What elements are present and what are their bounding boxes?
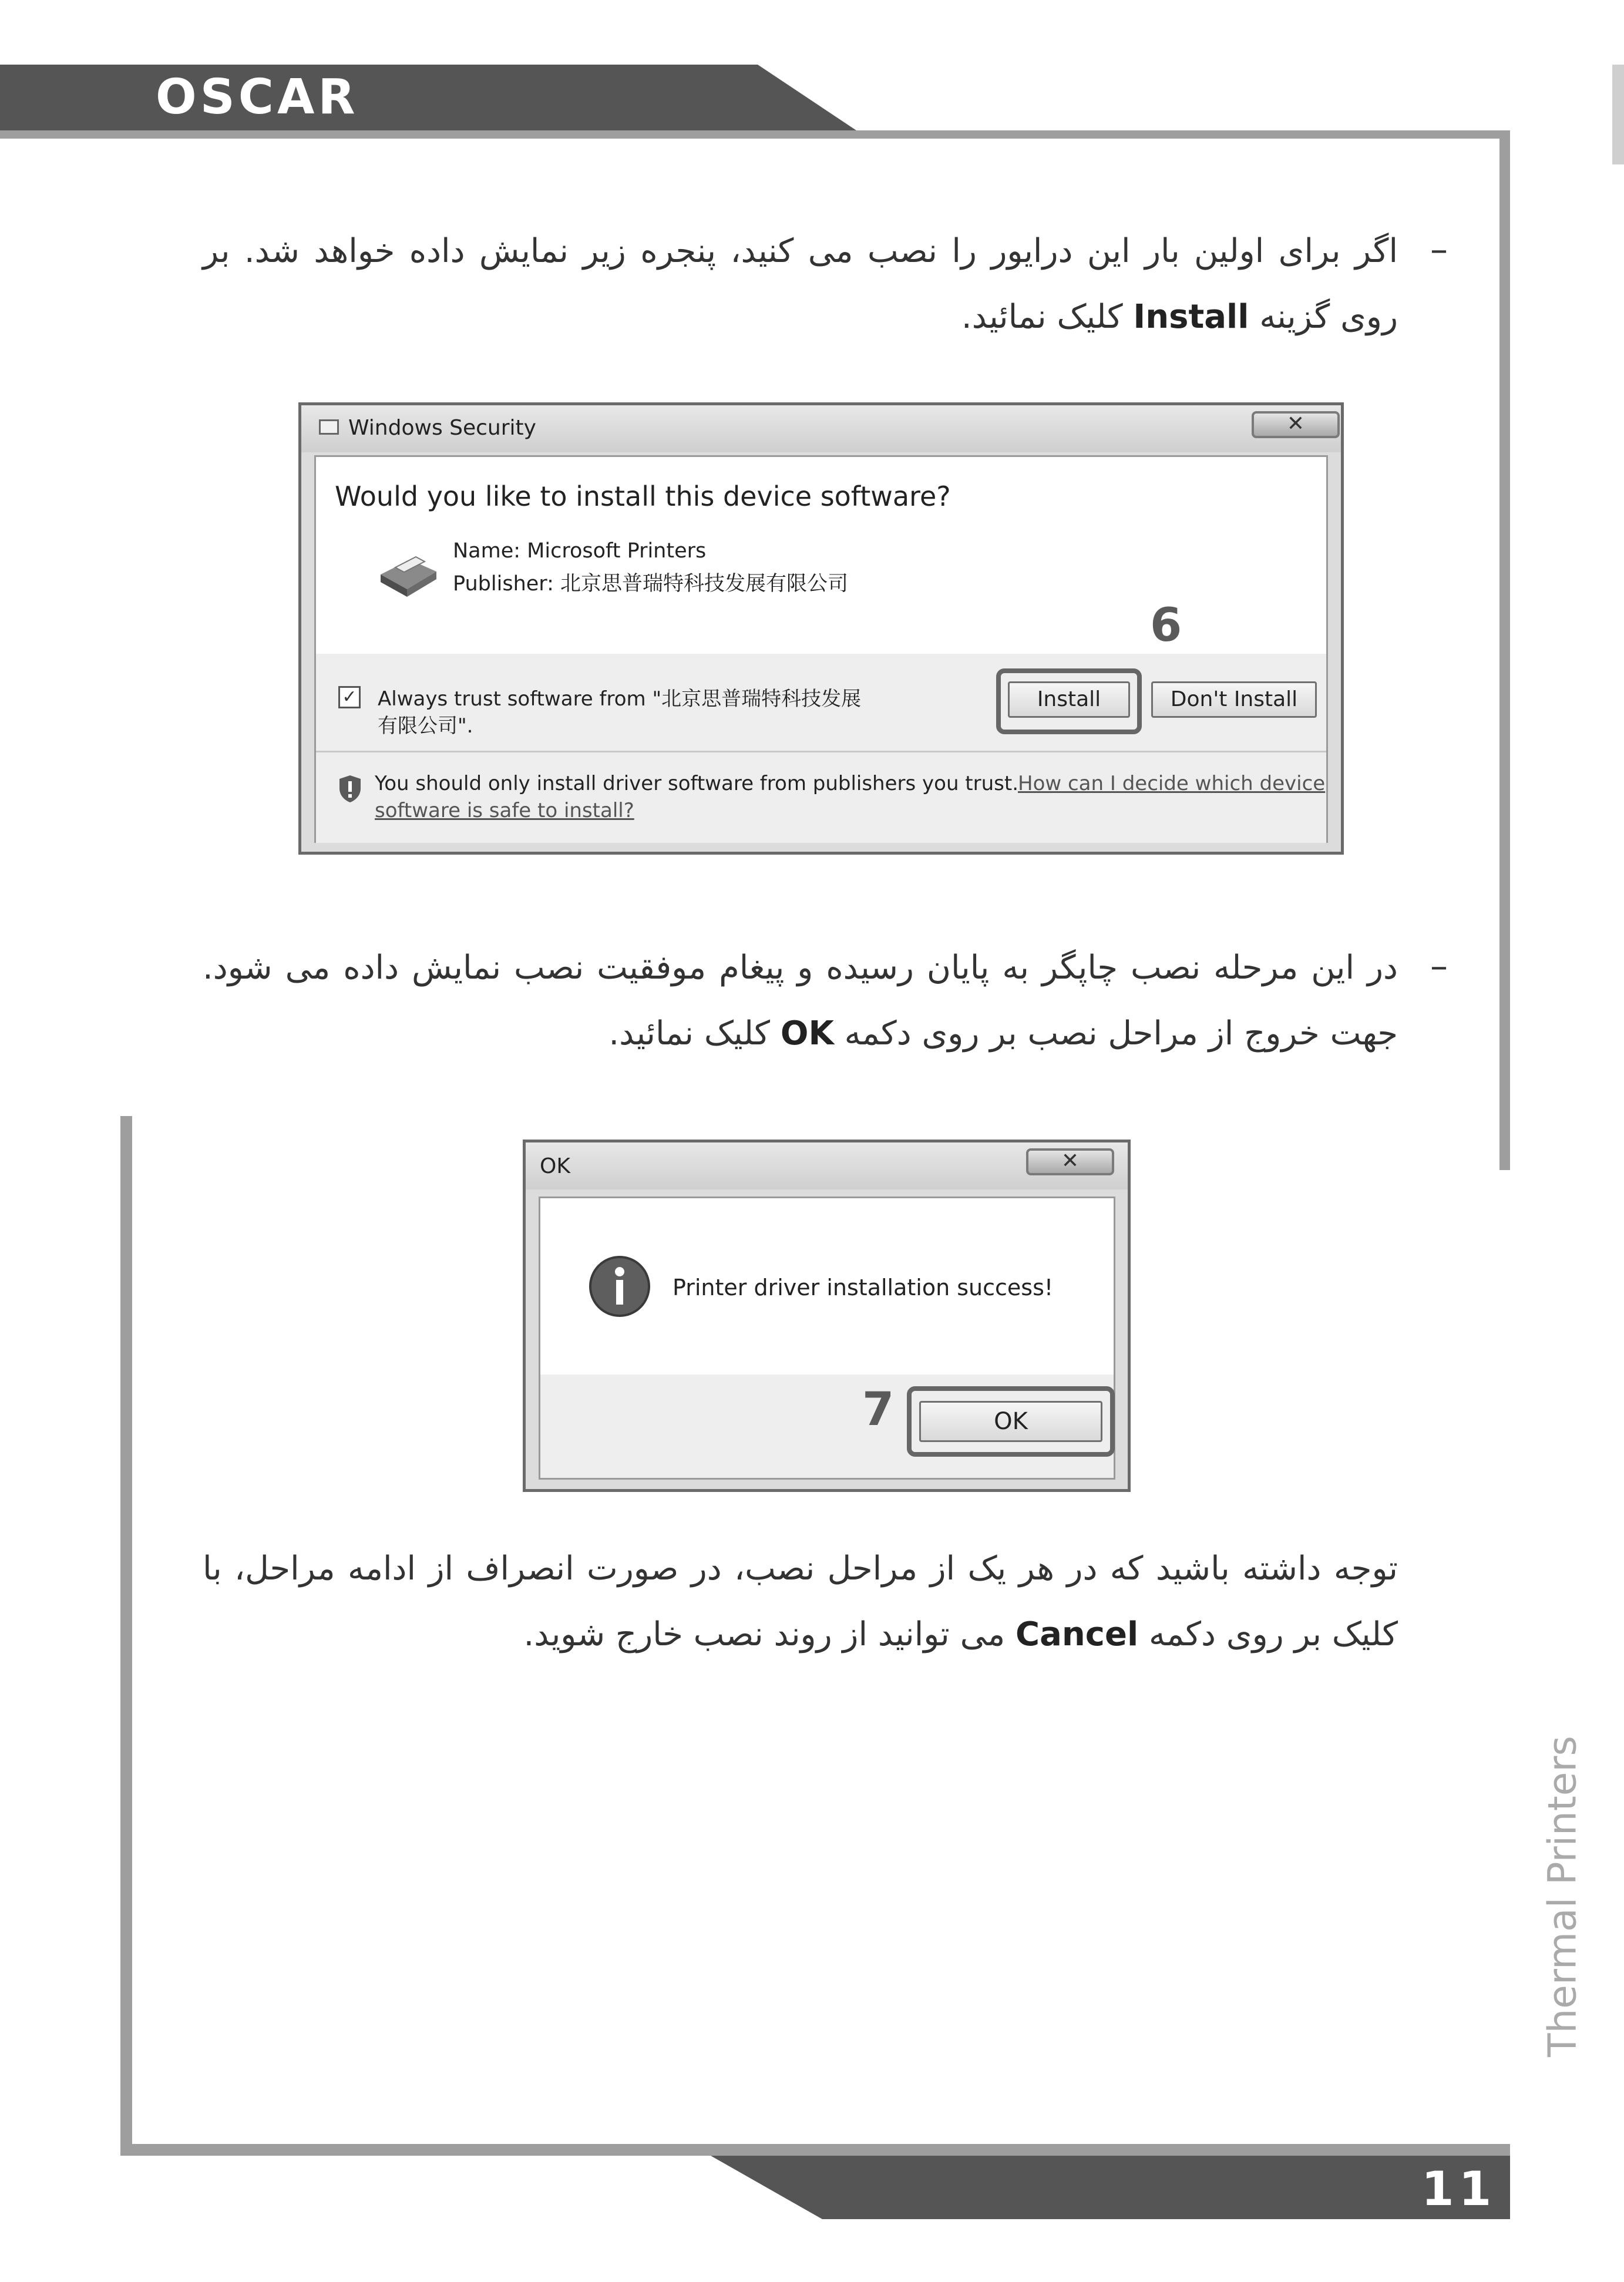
ok-button[interactable]: OK	[919, 1401, 1102, 1442]
success-dialog	[523, 1140, 1131, 1492]
brand-logo: OSCAR	[156, 69, 359, 125]
footer-divider	[120, 2144, 1510, 2156]
dont-install-button[interactable]: Don't Install	[1151, 681, 1317, 718]
header-divider	[0, 130, 1509, 139]
bullet-2: –	[1430, 946, 1448, 987]
paragraph-success-intro	[203, 935, 1398, 1067]
paragraph-text: می توانید از روند نصب خارج شوید.	[523, 1615, 1016, 1653]
right-page-border	[1499, 130, 1510, 1170]
dialog-content	[314, 455, 1328, 843]
trust-label-line2: 有限公司".	[378, 714, 473, 738]
trust-label-line1: Always trust software from "北京思普瑞特科技发展	[378, 687, 862, 711]
trust-checkbox[interactable]: ✓	[338, 686, 361, 708]
help-link-part2[interactable]: software is safe to install?	[375, 799, 634, 822]
warning-text: You should only install driver software from publishers you trust.	[375, 772, 1019, 795]
step-number-6: 6	[1150, 599, 1182, 652]
install-button[interactable]: Install	[1008, 681, 1130, 718]
paragraph-text: کلیک نمائید.	[608, 1014, 781, 1053]
paragraph-text: کلیک نمائید.	[961, 298, 1134, 336]
dialog-content	[539, 1197, 1115, 1480]
section-side-label: Thermal Printers	[1539, 1736, 1585, 2057]
paragraph-text: در این مرحله نصب چاپگر به پایان رسیده و پیغام موفقیت نصب نمایش داده می شود. جهت خروج از مراحل نصب بر روی دکمه	[203, 949, 1398, 1053]
dialog-title: Windows Security	[348, 416, 536, 440]
help-link-part1[interactable]: How can I decide which device	[1018, 772, 1326, 795]
dialog-title: OK	[540, 1154, 570, 1178]
paragraph-cancel-note	[203, 1536, 1398, 1668]
paragraph-text: توجه داشته باشید که در هر یک از مراحل نصب، در صورت انصراف از ادامه مراحل، با کلیک بر روی دکمه	[203, 1550, 1398, 1653]
driver-publisher: Publisher: 北京思普瑞特科技发展有限公司	[453, 572, 848, 596]
close-icon[interactable]: ✕	[1026, 1148, 1114, 1175]
window-icon	[319, 419, 339, 435]
info-icon	[587, 1254, 652, 1319]
footer-band	[711, 2156, 1510, 2219]
footer-divider	[316, 751, 1326, 752]
close-icon[interactable]: ✕	[1252, 411, 1340, 438]
windows-security-dialog	[298, 402, 1344, 855]
install-question: Would you like to install this device software?	[335, 480, 951, 512]
install-keyword: Install	[1133, 298, 1249, 336]
page-number: 11	[1421, 2162, 1497, 2216]
step-number-7: 7	[862, 1383, 895, 1436]
shield-warning-icon	[337, 774, 363, 804]
printer-icon	[375, 545, 442, 598]
paragraph-text: اگر برای اولین بار این درایور را نصب می کنید، پنجره زیر نمایش داده خواهد شد. بر روی گزینه	[203, 232, 1398, 336]
paragraph-install-intro	[203, 219, 1398, 350]
driver-name: Name: Microsoft Printers	[453, 539, 707, 563]
left-page-border	[120, 1116, 132, 2156]
ok-keyword: OK	[780, 1014, 834, 1053]
header-band	[0, 65, 863, 135]
page-edge-mark	[1612, 65, 1624, 164]
cancel-keyword: Cancel	[1016, 1615, 1139, 1653]
success-message: Printer driver installation success!	[673, 1275, 1054, 1300]
bullet-1: –	[1430, 229, 1448, 270]
